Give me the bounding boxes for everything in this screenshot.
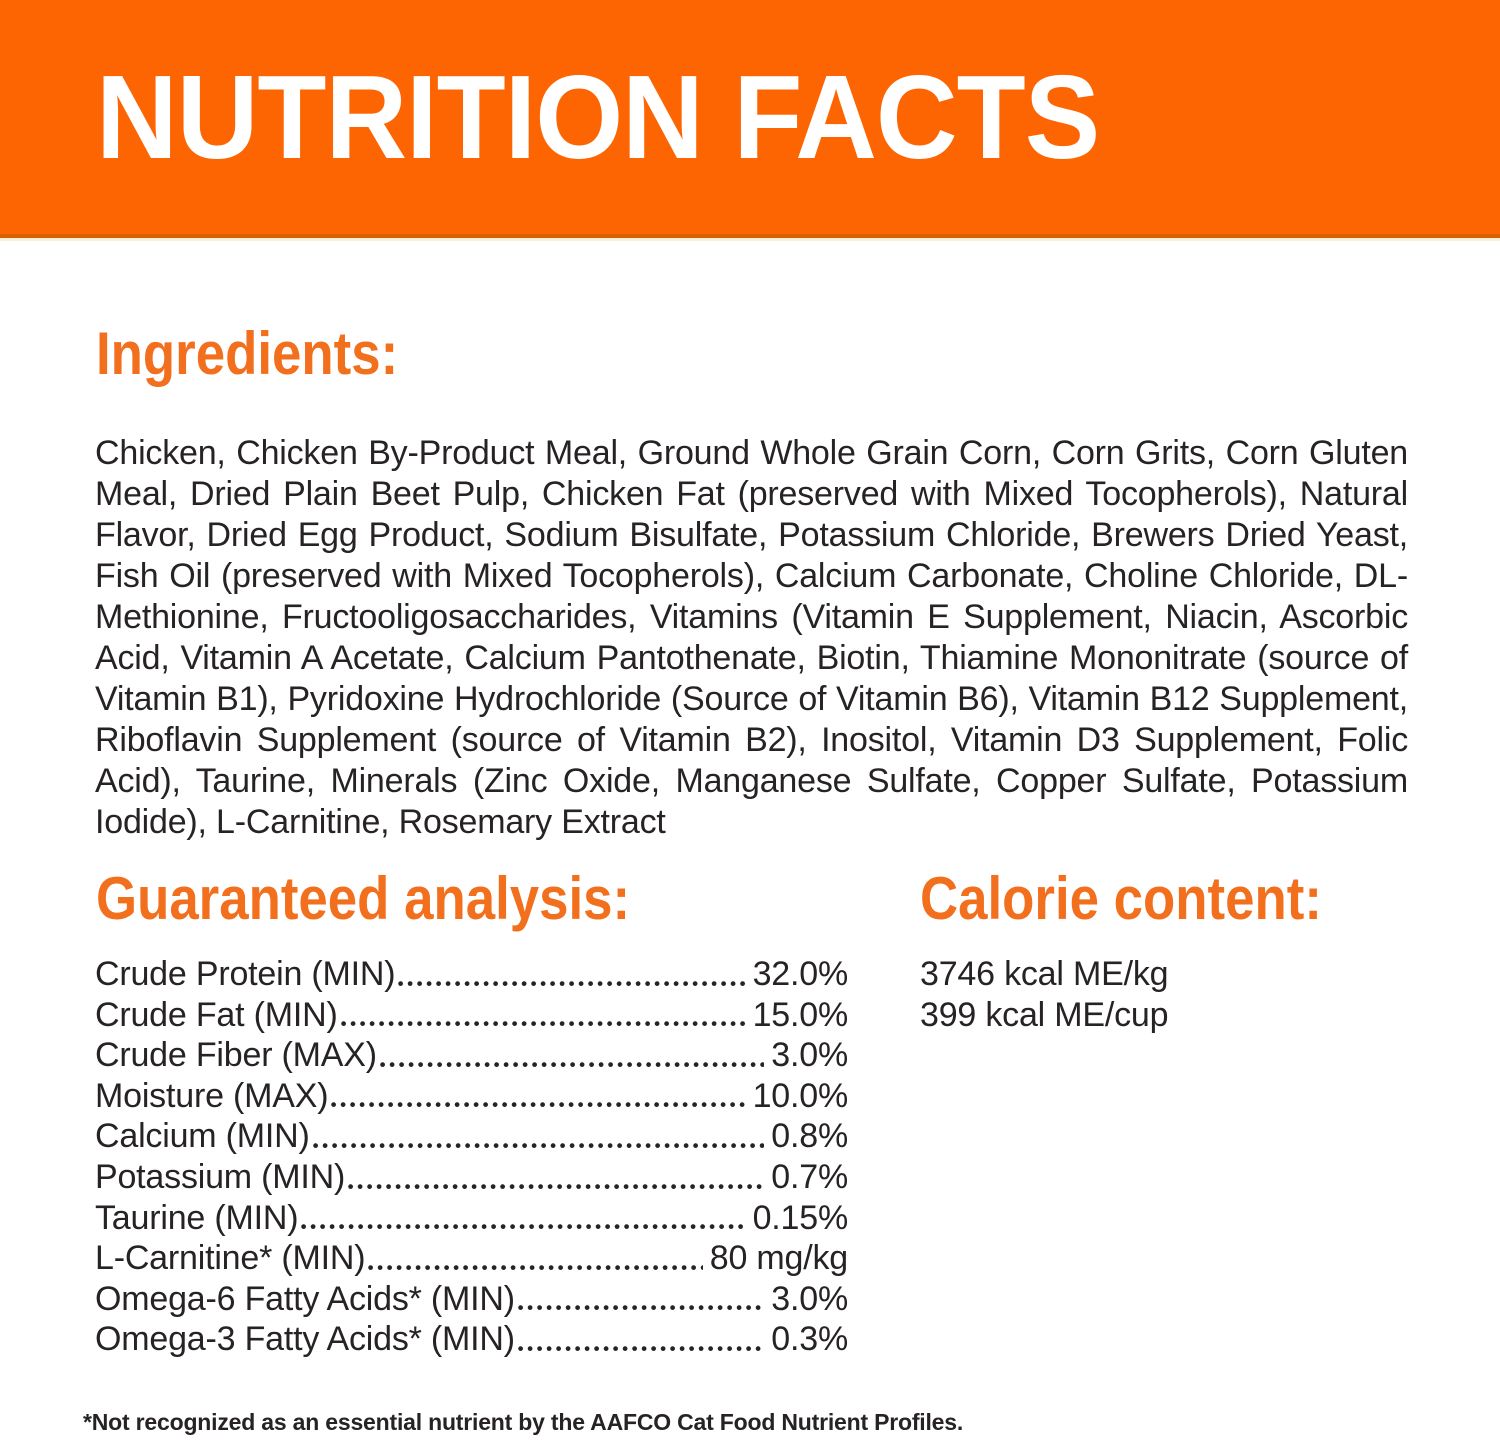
dotted-leader xyxy=(313,1116,765,1157)
dotted-leader xyxy=(518,1279,764,1320)
dotted-leader xyxy=(398,954,745,995)
dotted-leader xyxy=(301,1198,745,1239)
analysis-row-label: Omega-3 Fatty Acids* (MIN) xyxy=(95,1320,515,1359)
guaranteed-analysis-table xyxy=(95,954,848,1360)
analysis-row-label: Crude Protein (MIN) xyxy=(95,955,396,993)
analysis-row xyxy=(95,954,848,995)
analysis-row-label: Crude Fat (MIN) xyxy=(95,995,338,1034)
analysis-row xyxy=(95,1238,848,1279)
analysis-row-value: 3.0% xyxy=(771,1279,848,1318)
dotted-leader xyxy=(331,1076,745,1117)
calorie-content-values xyxy=(920,954,1168,1036)
analysis-row-value: 3.0% xyxy=(771,1036,848,1075)
dotted-leader xyxy=(348,1157,764,1198)
analysis-row xyxy=(95,1198,848,1239)
analysis-row xyxy=(95,1319,848,1360)
header-banner xyxy=(0,0,1500,238)
analysis-row-value: 0.15% xyxy=(752,1198,848,1237)
analysis-row-value: 32.0% xyxy=(752,955,848,993)
analysis-row-label: Moisture (MAX) xyxy=(95,1076,329,1115)
analysis-row-label: L-Carnitine* (MIN) xyxy=(95,1239,366,1278)
guaranteed-analysis-heading: Guaranteed analysis: xyxy=(96,865,631,932)
analysis-row-value: 10.0% xyxy=(752,1076,848,1115)
analysis-row xyxy=(95,1157,848,1198)
analysis-row-label: Calcium (MIN) xyxy=(95,1117,310,1156)
analysis-row-value: 80 mg/kg xyxy=(709,1239,848,1278)
analysis-row-label: Crude Fiber (MAX) xyxy=(95,1036,377,1075)
analysis-row-value: 0.7% xyxy=(771,1157,848,1196)
analysis-row-value: 15.0% xyxy=(752,995,848,1034)
dotted-leader xyxy=(368,1238,702,1279)
dotted-leader xyxy=(380,1035,764,1076)
analysis-row-value: 0.8% xyxy=(771,1117,848,1156)
page-title: NUTRITION FACTS xyxy=(96,50,1100,184)
analysis-row-label: Taurine (MIN) xyxy=(95,1198,299,1237)
calorie-content-heading: Calorie content: xyxy=(920,865,1322,932)
dotted-leader xyxy=(341,995,746,1036)
analysis-row xyxy=(95,1116,848,1157)
dotted-leader xyxy=(518,1319,764,1360)
analysis-row-label: Omega-6 Fatty Acids* (MIN) xyxy=(95,1279,515,1318)
aafco-footnote: *Not recognized as an essential nutrient by the AAFCO Cat Food Nutrient Profiles. xyxy=(83,1409,964,1435)
analysis-row xyxy=(95,1076,848,1117)
analysis-row xyxy=(95,1035,848,1076)
analysis-row-value: 0.3% xyxy=(771,1320,848,1359)
analysis-row xyxy=(95,1279,848,1320)
banner-trim-line xyxy=(0,238,1500,241)
ingredients-text: Chicken, Chicken By-Product Meal, Ground Whole Grain Corn, Corn Grits, Corn Gluten Meal, Dried Plain Beet Pulp, Chicken Fat (preserved with Mixed Tocopherols), Natural Flavor, Dried Egg Product, Sodium Bisulfate, Potassium Chloride, Brewers Dried Yeast, Fish Oil (preserved with Mixed Tocopherols), Calcium Carbonate, Choline Chloride, DL-Methionine, Fructooligosaccharides, Vitamins (Vitamin E Supplement, Niacin, Ascorbic Acid, Vitamin A Acetate, Calcium Pantothenate, Biotin, Thiamine Mononitrate (source of Vitamin B1), Pyridoxine Hydrochloride (Source of Vitamin B6), Vitamin B12 Supplement, Riboflavin Supplement (source of Vitamin B2), Inositol, Vitamin D3 Supplement, Folic Acid), Taurine, Minerals (Zinc Oxide, Manganese Sulfate, Copper Sulfate, Potassium Iodide), L-Carnitine, Rosemary Extract xyxy=(95,434,1408,841)
calorie-per-cup: 399 kcal ME/cup xyxy=(920,996,1169,1034)
analysis-row-label: Potassium (MIN) xyxy=(95,1157,346,1196)
ingredients-heading: Ingredients: xyxy=(96,320,399,387)
calorie-per-kg: 3746 kcal ME/kg xyxy=(920,955,1169,993)
analysis-row xyxy=(95,995,848,1036)
